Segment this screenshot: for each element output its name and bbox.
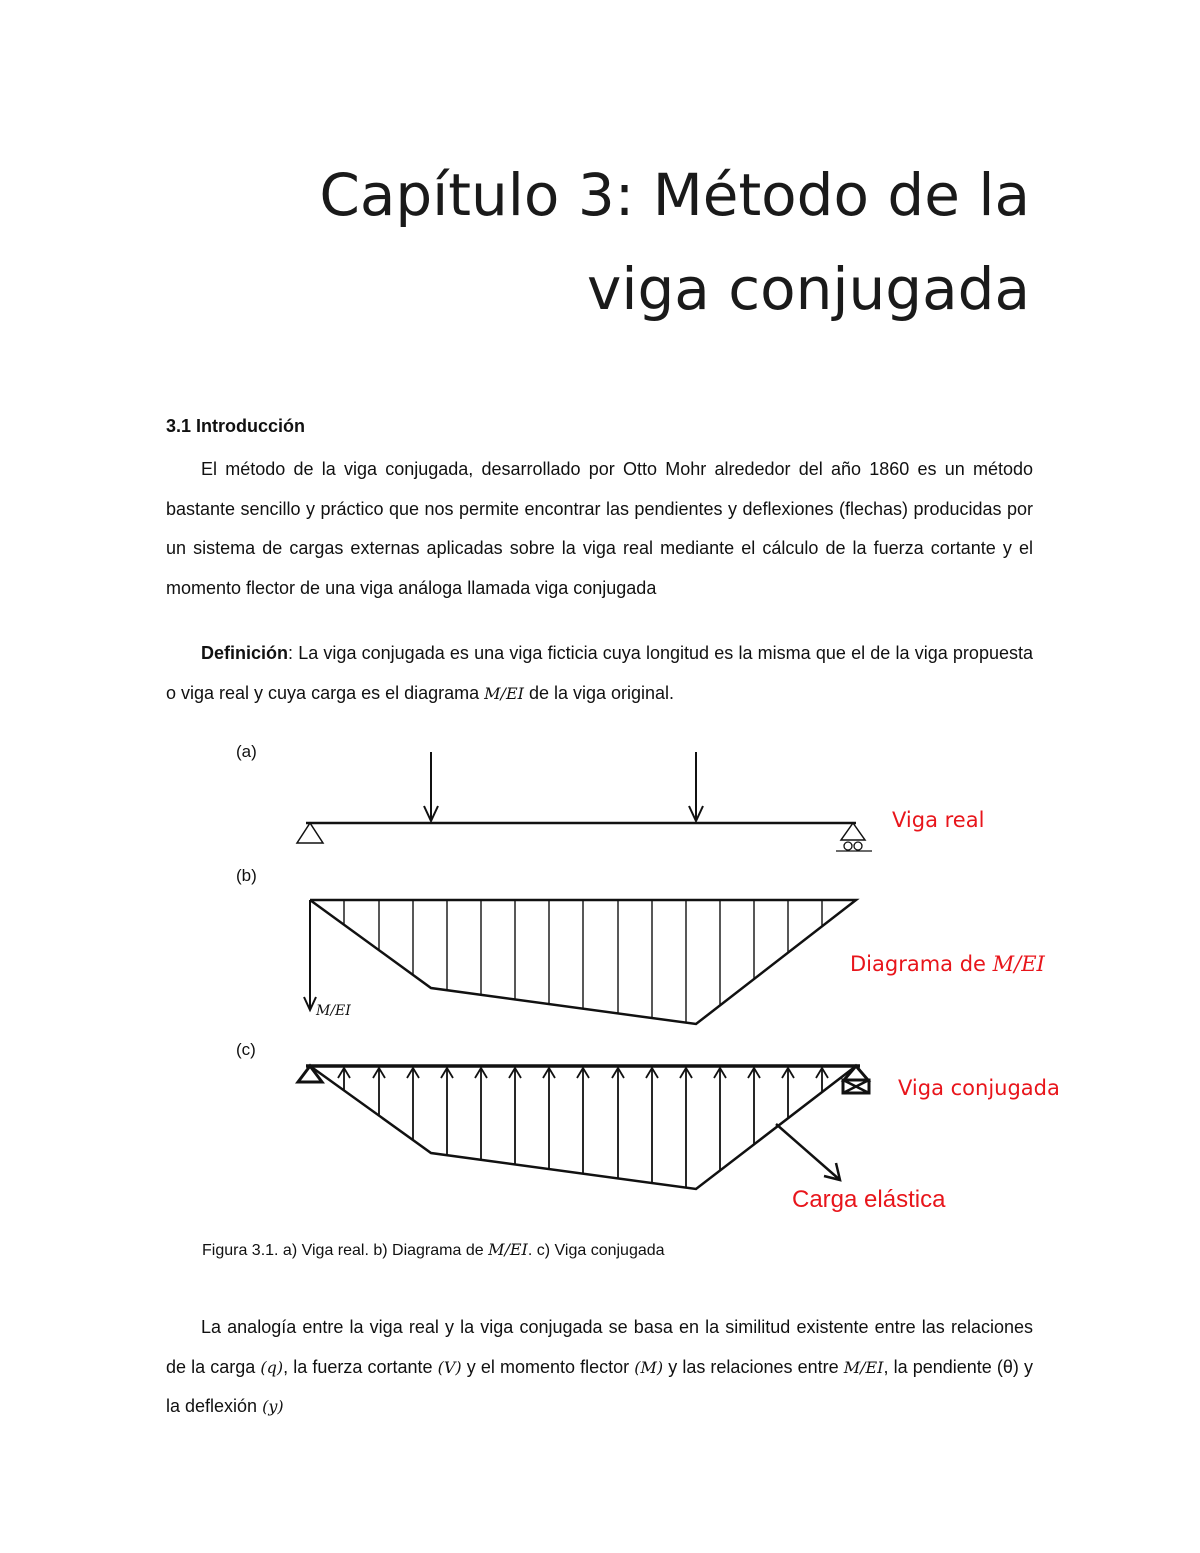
label-carga-elastica: Carga elástica xyxy=(792,1186,946,1213)
intro-paragraph: El método de la viga conjugada, desarrollado por Otto Mohr alrededor del año 1860 es un método bastante sencillo y práctico que nos permite encontrar las pendientes y deflexiones (flechas) producidas por un sistema de cargas externas aplicadas sobre la viga real mediante el cálculo de la fuerza cortante y el momento flector de una viga análoga llamada viga conjugada xyxy=(166,459,1033,598)
conjugate-free-end-icon xyxy=(298,1066,322,1082)
chapter-title xyxy=(130,148,1030,336)
analogy-paragraph xyxy=(166,1308,1033,1427)
analogy-math-v: (V) xyxy=(437,1357,462,1377)
figure-caption xyxy=(202,1240,665,1260)
definition-math: M/EI xyxy=(484,683,524,703)
analogy-text-1: La analogía entre la viga real y la viga conjugada se basa en la similitud existente entre las relaciones de la carga xyxy=(166,1317,1033,1377)
point-load-right-arrow-icon xyxy=(689,752,703,821)
analogy-math-m-ei: M/EI xyxy=(843,1357,884,1377)
definition-paragraph xyxy=(166,634,1033,713)
section-heading: 3.1 Introducción xyxy=(166,416,306,436)
label-diagrama-math: M/EI xyxy=(992,952,1045,976)
moment-diagram-hatching xyxy=(344,900,822,1023)
analogy-text-3: y el momento flector xyxy=(461,1356,635,1377)
moment-diagram-outline xyxy=(310,900,856,1024)
m-ei-axis-arrow-icon xyxy=(304,900,316,1010)
analogy-text-2: , la fuerza cortante xyxy=(283,1356,438,1377)
label-viga-conjugada: Viga conjugada xyxy=(898,1076,1060,1100)
conjugate-support-icon xyxy=(843,1066,869,1093)
label-diagrama-prefix: Diagrama de xyxy=(850,952,993,976)
analogy-text-5: , la pendiente (θ) y la deflexión xyxy=(166,1356,1033,1416)
real-beam xyxy=(297,752,872,851)
figure-label-a: (a) xyxy=(236,742,257,761)
point-load-left-arrow-icon xyxy=(424,752,438,821)
definition-text-b: de la viga original. xyxy=(523,682,675,703)
definition-label: Definición xyxy=(201,643,289,663)
label-viga-real: Viga real xyxy=(892,808,985,832)
roller-support-icon xyxy=(836,823,872,851)
caption-text-b: . c) Viga conjugada xyxy=(527,1242,665,1259)
axis-label-m-ei: M/EI xyxy=(316,1003,351,1019)
chapter-title-line-1: Capítulo 3: Método de la xyxy=(319,161,1030,229)
analogy-math-y: (y) xyxy=(262,1397,284,1416)
moment-diagram xyxy=(304,900,856,1024)
analogy-math-q: (q) xyxy=(260,1357,284,1377)
analogy-text-4: y las relaciones entre xyxy=(663,1356,844,1377)
figure-label-c: (c) xyxy=(236,1040,256,1059)
pin-support-icon xyxy=(297,823,323,843)
caption-math: M/EI xyxy=(488,1240,528,1259)
figure-label-b: (b) xyxy=(236,866,257,885)
conjugate-beam xyxy=(298,1066,869,1189)
elastic-load-pointer-arrow-icon xyxy=(776,1124,840,1180)
elastic-load-outline xyxy=(310,1066,856,1189)
caption-text-a: Figura 3.1. a) Viga real. b) Diagrama de xyxy=(202,1242,489,1259)
label-diagrama xyxy=(850,952,1045,976)
analogy-math-m: (M) xyxy=(634,1357,664,1377)
definition-text-a: : La viga conjugada es una viga ficticia cuya longitud es la misma que el de la viga propuesta o viga real y cuya carga es el diagrama xyxy=(166,643,1033,703)
chapter-title-line-2: viga conjugada xyxy=(587,255,1030,323)
elastic-load-arrows xyxy=(338,1068,828,1188)
